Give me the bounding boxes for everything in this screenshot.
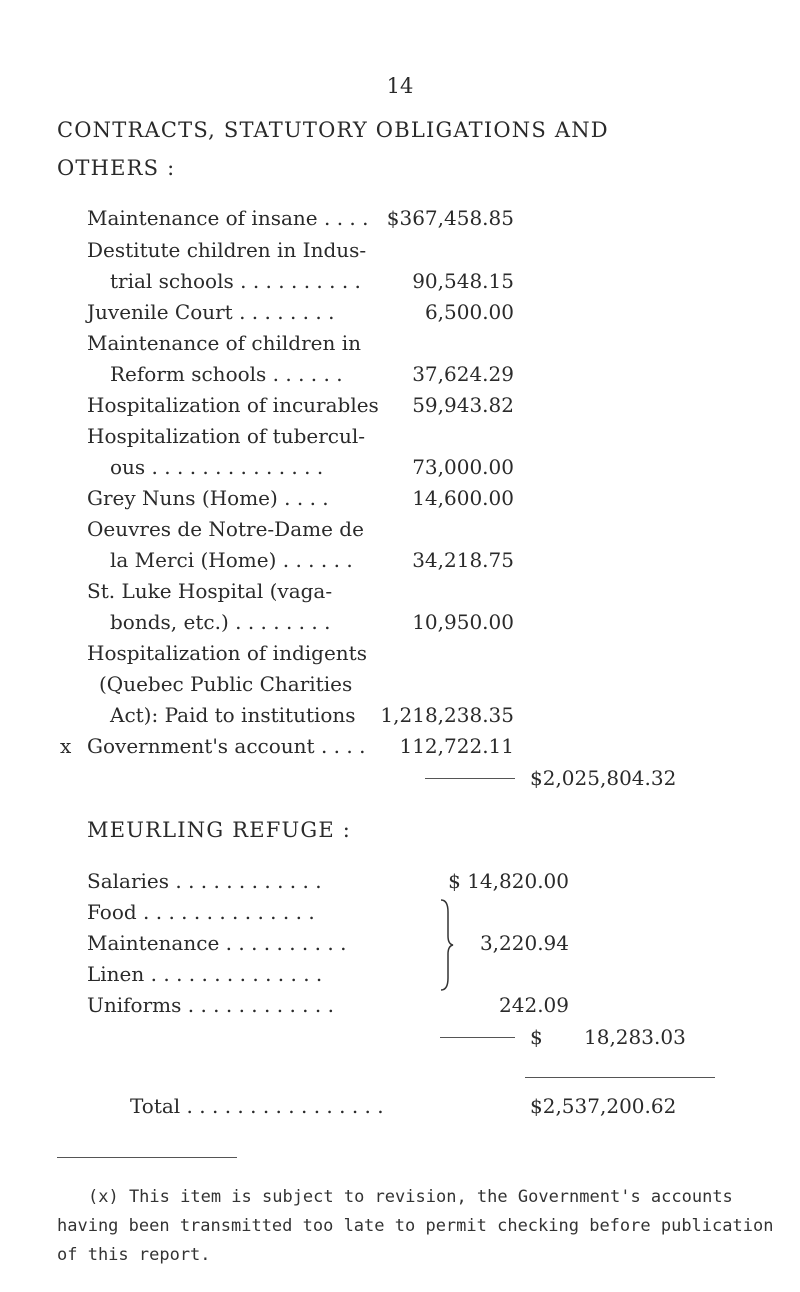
subtotal-rule xyxy=(440,1037,515,1038)
row-label: Hospitalization of tubercul- xyxy=(87,424,366,448)
row-label: la Merci (Home) . . . . . . xyxy=(110,548,353,572)
row-amount: 37,624.29 xyxy=(412,362,514,386)
row-label: Oeuvres de Notre-Dame de xyxy=(87,517,364,541)
row-label: Act): Paid to institutions xyxy=(110,703,356,727)
row-amount: 112,722.11 xyxy=(399,734,514,758)
row-label: Maintenance of children in xyxy=(87,331,362,355)
footnote-line: of this report. xyxy=(57,1245,211,1265)
row-label: Maintenance . . . . . . . . . . xyxy=(87,931,347,955)
row-amount: 59,943.82 xyxy=(412,393,514,417)
footnote-rule xyxy=(57,1157,237,1158)
row-amount: 1,218,238.35 xyxy=(380,703,514,727)
row-label: Government's account . . . . xyxy=(87,734,366,758)
row-label: Hospitalization of incurables xyxy=(87,393,379,417)
footnote-line: (x) This item is subject to revision, the Government's accounts xyxy=(88,1187,733,1207)
row-label: Grey Nuns (Home) . . . . xyxy=(87,486,329,510)
row-label: ous . . . . . . . . . . . . . . xyxy=(110,455,324,479)
row-label: Uniforms . . . . . . . . . . . . xyxy=(87,993,334,1017)
footnote-line: having been transmitted too late to permit checking before publication xyxy=(57,1216,774,1236)
row-label: Salaries . . . . . . . . . . . . xyxy=(87,869,322,893)
row-amount: 14,600.00 xyxy=(412,486,514,510)
row-label: Destitute children in Indus- xyxy=(87,238,367,262)
row-amount: 34,218.75 xyxy=(412,548,514,572)
row-amount: $367,458.85 xyxy=(386,206,514,230)
row-amount: 90,548.15 xyxy=(412,269,514,293)
row-amount: 6,500.00 xyxy=(424,300,514,324)
total-rule xyxy=(525,1077,715,1078)
brace-icon xyxy=(438,898,456,992)
section-heading-line1: CONTRACTS, STATUTORY OBLIGATIONS AND xyxy=(57,118,609,142)
row-amount: 242.09 xyxy=(499,993,569,1017)
row-label: St. Luke Hospital (vaga- xyxy=(87,579,333,603)
page-number: 14 xyxy=(386,74,414,98)
section-subtotal: 18,283.03 xyxy=(584,1025,686,1049)
row-label: Juvenile Court . . . . . . . . xyxy=(87,300,335,324)
row-label: bonds, etc.) . . . . . . . . xyxy=(110,610,331,634)
subtotal-dollar: $ xyxy=(530,1025,543,1049)
row-label: trial schools . . . . . . . . . . xyxy=(110,269,361,293)
row-label: (Quebec Public Charities xyxy=(99,672,353,696)
section-heading-line2: OTHERS : xyxy=(57,156,176,180)
total-amount: $2,537,200.62 xyxy=(530,1094,677,1118)
row-amount: $ 14,820.00 xyxy=(448,869,569,893)
subtotal-rule xyxy=(425,778,515,779)
row-label: Hospitalization of indigents xyxy=(87,641,367,665)
row-label: Maintenance of insane . . . . xyxy=(87,206,369,230)
row-amount: 10,950.00 xyxy=(412,610,514,634)
revision-marker: x xyxy=(60,734,72,758)
row-label: Linen . . . . . . . . . . . . . . xyxy=(87,962,323,986)
section-heading: MEURLING REFUGE : xyxy=(87,818,352,842)
total-label: Total . . . . . . . . . . . . . . . . xyxy=(130,1094,384,1118)
row-label: Food . . . . . . . . . . . . . . xyxy=(87,900,315,924)
row-amount: 3,220.94 xyxy=(479,931,569,955)
row-amount: 73,000.00 xyxy=(412,455,514,479)
row-label: Reform schools . . . . . . xyxy=(110,362,343,386)
section-subtotal: $2,025,804.32 xyxy=(530,766,677,790)
